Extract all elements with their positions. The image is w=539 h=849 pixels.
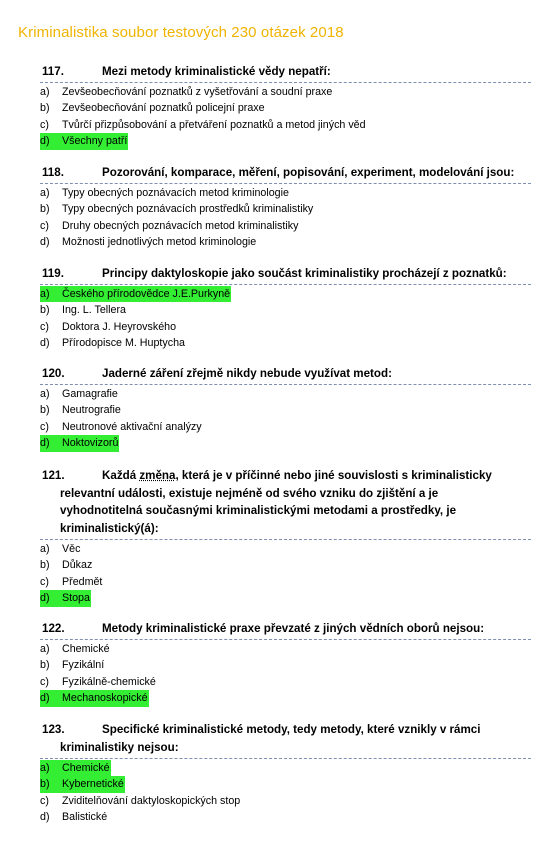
- option-letter: b): [40, 559, 50, 572]
- answer-options: [40, 286, 539, 352]
- question-number: 122.: [42, 622, 65, 635]
- question-line-4: kriminalistický(á):: [60, 521, 159, 535]
- question-120: [0, 366, 539, 452]
- option-letter: b): [40, 404, 50, 417]
- answer-option-c: [40, 218, 539, 234]
- question-119: [0, 266, 539, 352]
- answer-option-d: [40, 335, 539, 351]
- answer-options: [40, 185, 539, 251]
- question-line-1: Každá změna, která je v příčinné nebo jiné souvislosti s kriminalisticky: [102, 469, 492, 482]
- option-letter: d): [40, 435, 62, 451]
- option-text: Mechanoskopické: [62, 690, 149, 706]
- answer-option-d-correct: [40, 690, 539, 706]
- option-letter: b): [40, 304, 50, 317]
- option-text: Chemické: [62, 643, 110, 655]
- option-text: Věc: [62, 543, 81, 555]
- answer-option-b-correct: [40, 776, 539, 792]
- option-text: Neutrografie: [62, 404, 121, 417]
- question-118: [0, 165, 539, 251]
- option-letter: a): [40, 543, 50, 555]
- answer-options: [40, 641, 539, 707]
- question-header: [42, 266, 531, 282]
- option-letter: b): [40, 776, 62, 792]
- question-line-2: relevantní události, existuje nejméně od svého vzniku do zjištění a je: [60, 486, 439, 500]
- option-text: Všechny patří: [62, 133, 128, 149]
- question-line-1-word: změna: [139, 469, 176, 482]
- answer-options: [40, 386, 539, 452]
- answer-option-b: [40, 302, 539, 318]
- question-123: [0, 721, 539, 826]
- option-text: Balistické: [62, 811, 108, 824]
- question-text: Mezi metody kriminalistické vědy nepatří:: [102, 65, 331, 78]
- option-letter: d): [40, 337, 50, 350]
- answer-option-b: [40, 657, 539, 673]
- option-text: Druhy obecných poznávacích metod kriminalistiky: [62, 219, 299, 232]
- option-letter: d): [40, 690, 62, 706]
- option-text: Českého přírodovědce J.E.Purkyně: [62, 286, 231, 302]
- option-letter: b): [40, 659, 50, 672]
- option-text: Doktora J. Heyrovského: [62, 320, 177, 333]
- question-divider: [40, 183, 531, 184]
- answer-options: [40, 84, 539, 150]
- question-divider: [40, 82, 531, 83]
- option-letter: c): [40, 118, 49, 131]
- option-text: Zevšeobecňování poznatků z vyšetřování a soudní praxe: [62, 86, 333, 98]
- answer-option-c: [40, 574, 539, 590]
- answer-option-c: [40, 793, 539, 809]
- question-header: [42, 621, 531, 637]
- question-121: [0, 467, 539, 607]
- question-divider: [40, 639, 531, 640]
- question-117: [0, 64, 539, 150]
- answer-option-c: [40, 419, 539, 435]
- question-divider: [40, 758, 531, 759]
- option-text: Předmět: [62, 575, 103, 588]
- option-letter: d): [40, 236, 50, 249]
- option-text: Typy obecných poznávacích prostředků kriminalistiky: [62, 203, 314, 216]
- answer-option-a: [40, 84, 539, 100]
- answer-option-d-correct: [40, 590, 539, 606]
- option-text: Důkaz: [62, 559, 93, 572]
- option-letter: c): [40, 320, 49, 333]
- option-text: Zevšeobecňování poznatků policejní praxe: [62, 102, 265, 115]
- question-number: 117.: [42, 65, 64, 78]
- option-letter: b): [40, 203, 50, 216]
- question-header: [42, 721, 531, 756]
- question-text: Jaderné záření zřejmě nikdy nebude využívat metod:: [102, 367, 392, 380]
- option-letter: c): [40, 219, 49, 232]
- answer-option-b: [40, 402, 539, 418]
- answer-option-d-correct: [40, 133, 539, 149]
- answer-option-a-correct: [40, 760, 539, 776]
- option-letter: a): [40, 86, 50, 98]
- answer-option-d: [40, 234, 539, 250]
- option-letter: d): [40, 133, 62, 149]
- question-line-3: vyhodnotitelná současnými kriminalistickými metodami a prostředky, je: [60, 504, 457, 517]
- option-letter: c): [40, 675, 49, 688]
- question-divider: [40, 284, 531, 285]
- question-number: 123.: [42, 723, 65, 736]
- option-text: Gamagrafie: [62, 388, 118, 400]
- option-text: Fyzikálně-chemické: [62, 675, 156, 688]
- option-text: Noktovizorů: [62, 435, 119, 451]
- answer-options: [40, 541, 539, 607]
- question-divider: [40, 384, 531, 385]
- option-text: Fyzikální: [62, 659, 105, 672]
- answer-option-a: [40, 541, 539, 557]
- answer-option-c: [40, 117, 539, 133]
- option-text: Možnosti jednotlivých metod kriminologie: [62, 236, 257, 249]
- option-text: Kybernetické: [62, 776, 125, 792]
- answer-option-b: [40, 557, 539, 573]
- answer-option-a: [40, 185, 539, 201]
- option-letter: a): [40, 187, 50, 199]
- question-header: [42, 165, 531, 181]
- option-text: Přírodopisce M. Huptycha: [62, 337, 185, 350]
- question-line-2: kriminalistiky nejsou:: [60, 740, 179, 754]
- question-number: 119.: [42, 267, 64, 280]
- question-divider: [40, 539, 531, 540]
- question-header: [42, 366, 531, 382]
- answer-option-c: [40, 674, 539, 690]
- option-letter: c): [40, 420, 49, 433]
- question-line-1: Specifické kriminalistické metody, tedy metody, které vznikly v rámci: [102, 723, 481, 736]
- option-letter: d): [40, 811, 50, 824]
- question-text: Pozorování, komparace, měření, popisování, experiment, modelování jsou:: [102, 166, 515, 179]
- document-title: Kriminalistika soubor testových 230 otázek 2018: [18, 24, 344, 41]
- option-letter: d): [40, 590, 62, 606]
- option-letter: a): [40, 760, 62, 776]
- question-header: [42, 467, 531, 537]
- option-letter: a): [40, 388, 50, 400]
- option-text: Zviditelňování daktyloskopických stop: [62, 794, 241, 807]
- question-header: [42, 64, 531, 80]
- question-number: 120.: [42, 367, 65, 380]
- answer-option-d-correct: [40, 435, 539, 451]
- answer-option-a-correct: [40, 286, 539, 302]
- question-number: 121.: [42, 469, 65, 482]
- answer-option-b: [40, 100, 539, 116]
- question-122: [0, 621, 539, 707]
- option-text: Neutronové aktivační analýzy: [62, 420, 202, 433]
- option-text: Stopa: [62, 590, 91, 606]
- answer-option-b: [40, 201, 539, 217]
- question-number: 118.: [42, 166, 64, 179]
- option-text: Chemické: [62, 760, 111, 776]
- answer-option-c: [40, 319, 539, 335]
- option-letter: c): [40, 794, 49, 807]
- question-text: Principy daktyloskopie jako součást kriminalistiky procházejí z poznatků:: [102, 267, 507, 280]
- answer-option-a: [40, 641, 539, 657]
- option-letter: a): [40, 643, 50, 655]
- option-text: Tvůrčí přizpůsobování a přetváření poznatků a metod jiných věd: [62, 118, 366, 131]
- answer-option-a: [40, 386, 539, 402]
- answer-option-d: [40, 809, 539, 825]
- option-text: Typy obecných poznávacích metod kriminologie: [62, 187, 289, 199]
- option-letter: c): [40, 575, 49, 588]
- option-text: Ing. L. Tellera: [62, 304, 126, 317]
- question-text: Metody kriminalistické praxe převzaté z jiných vědních oborů nejsou:: [102, 622, 485, 635]
- answer-options: [40, 760, 539, 826]
- option-letter: b): [40, 102, 50, 115]
- option-letter: a): [40, 286, 62, 302]
